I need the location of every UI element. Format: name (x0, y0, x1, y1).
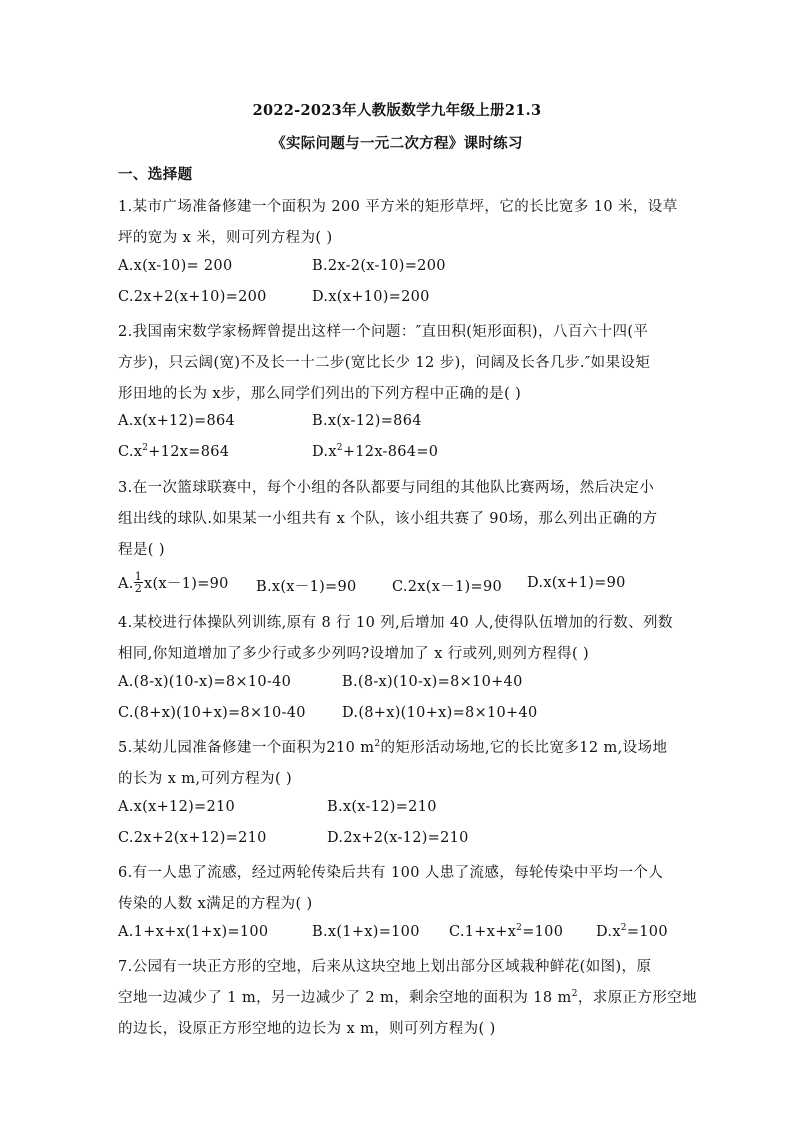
question-5-line-1: 5.某幼儿园准备修建一个面积为210 $m^2$的矩形活动场地,它的长比宽多12 m,设场地 (118, 739, 668, 756)
question-1-line-1: 1.某市广场准备修建一个面积为 200 平方米的矩形草坪，它的长比宽多 10 米，设草 (118, 199, 678, 215)
question-6-line-2: 传染的人数 x满足的方程为( ) (118, 896, 313, 912)
q2-option-a: A.x(x+12)=864 (118, 413, 236, 429)
q6-option-d: $D.x^2=100$ (596, 923, 668, 940)
section-heading: 一、选择题 (118, 166, 193, 183)
page-subtitle: 《实际问题与一元二次方程》课时练习 (271, 135, 523, 152)
question-3-line-2: 组出线的球队.如果某一小组共有 x 个队，该小组共赛了 90场，那么列出正确的方 (118, 511, 658, 527)
fraction-one-half: $\frac{1}{2}$ (134, 569, 142, 595)
question-7-line-2: 空地一边减少了 1 m，另一边减少了 2 m，剩余空地的面积为 18 $m^2$，求原正方形空地 (118, 989, 698, 1006)
question-1-line-2: 坪的宽为 x 米，则可列方程为( ) (118, 230, 333, 246)
q2-option-c: $C.x^2+12x=864$ (118, 443, 230, 460)
q3-option-d: D.x(x+1)=90 (527, 575, 626, 591)
question-2-line-2: 方步)，只云阔(宽)不及长一十二步(宽比长少 12 步)，问阔及长各几步.″如果设矩 (118, 355, 651, 371)
question-6-line-1: 6.有一人患了流感，经过两轮传染后共有 100 人患了流感，每轮传染中平均一个人 (118, 865, 664, 881)
q3-option-b: B.x(x－1)=90 (256, 579, 357, 595)
question-3-line-3: 程是( ) (118, 542, 165, 558)
q5-option-d: D.2x+2(x-12)=210 (327, 830, 469, 846)
question-4-line-2: 相同,你知道增加了多少行或多少列吗?设增加了 x 行或列,则列方程得( ) (118, 646, 590, 662)
question-7-line-1: 7.公园有一块正方形的空地，后来从这块空地上划出部分区域栽种鲜花(如图)，原 (118, 959, 652, 975)
q4-option-c: C.(8+x)(10+x)=8×10-40 (118, 705, 306, 721)
q6-option-a: A.1+x+x(1+x)=100 (118, 924, 269, 940)
question-5-line-2: 的长为 x m,可列方程为( ) (118, 771, 293, 787)
q4-option-a: A.(8-x)(10-x)=8×10-40 (118, 674, 292, 690)
q1-option-c: C.2x+2(x+10)=200 (118, 289, 267, 305)
question-7-line-3: 的边长，设原正方形空地的边长为 x m，则可列方程为( ) (118, 1021, 496, 1037)
q2-option-b: B.x(x-12)=864 (312, 413, 422, 429)
q5-option-a: A.x(x+12)=210 (118, 799, 236, 815)
q1-option-a: A.x(x-10)= 200 (118, 258, 233, 274)
q6-option-b: B.x(1+x)=100 (312, 924, 420, 940)
q3-option-c: C.2x(x－1)=90 (392, 579, 503, 595)
q4-option-d: D.(8+x)(10+x)=8×10+40 (342, 705, 538, 721)
q1-option-d: D.x(x+10)=200 (312, 289, 430, 305)
q1-option-b: B.2x-2(x-10)=200 (312, 258, 446, 274)
page-title: 2022-2023年人教版数学九年级上册21.3 (252, 102, 542, 119)
q2-option-d: $D.x^2+12x-864=0$ (312, 443, 439, 460)
q5-option-c: C.2x+2(x+12)=210 (118, 830, 267, 846)
q4-option-b: B.(8-x)(10-x)=8×10+40 (342, 674, 523, 690)
q6-option-c: $C.1+x+x^2=100$ (449, 923, 564, 940)
q3-option-a: A. $\frac{1}{2}$ x(x－1)=90 (118, 569, 229, 595)
question-3-line-1: 3.在一次篮球联赛中，每个小组的各队都要与同组的其他队比赛两场，然后决定小 (118, 480, 655, 496)
question-2-line-3: 形田地的长为 x步，那么同学们列出的下列方程中正确的是( ) (118, 386, 522, 402)
question-4-line-1: 4.某校进行体操队列训练,原有 8 行 10 列,后增加 40 人,使得队伍增加的行数、列数 (118, 615, 673, 631)
q5-option-b: B.x(x-12)=210 (327, 799, 437, 815)
question-2-line-1: 2.我国南宋数学家杨辉曾提出这样一个问题：″直田积(矩形面积)，八百六十四(平 (118, 324, 649, 340)
